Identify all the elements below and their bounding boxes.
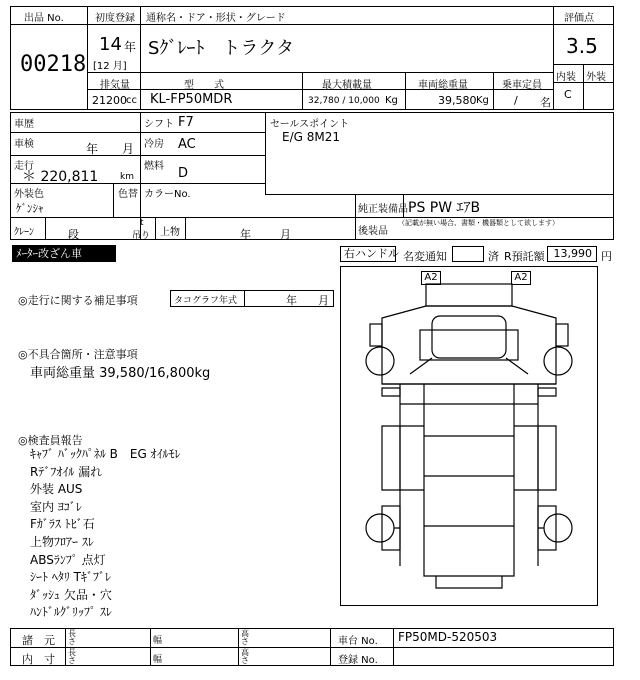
upper-label: 上物	[160, 227, 180, 238]
inspector-item: 上物ﾌﾛｱｰ ｽﾚ	[30, 534, 94, 549]
inspector-item: ｷｬﾌﾞ ﾊﾞｯｸﾊﾟﾈﾙ B EG ｵｲﾙﾓﾚ	[30, 447, 181, 461]
recycle-fee-label: R預託額	[504, 250, 545, 263]
rating: 3.5	[566, 34, 598, 58]
first-reg-month: [12 月]	[93, 61, 127, 72]
sales-point-label: セールスポイント	[270, 119, 350, 130]
damage-mark-a2-left	[421, 271, 441, 285]
inspector-item: ｼｰﾄ ﾍﾀﾘ Tｷﾞﾌﾞﾚ	[30, 570, 111, 585]
defect-line: 車両総重量 39,580/16,800kg	[30, 366, 211, 381]
yen-unit: 円	[601, 250, 612, 263]
ac-value: AC	[178, 137, 196, 152]
rating-label: 評価点	[564, 13, 594, 24]
max-load: 32,780 / 10,000	[308, 96, 380, 106]
gvw: 39,580	[438, 94, 477, 107]
fuel-value: D	[178, 166, 189, 181]
inspector-item: ﾊﾝﾄﾞﾙｸﾞﾘｯﾌﾟ ｽﾚ	[30, 605, 112, 620]
inspection-label: 車検	[14, 139, 34, 150]
inner-label: 内 寸	[22, 653, 55, 666]
first-reg-label: 初度登録	[95, 13, 135, 24]
recycle-fee: 13,990	[553, 247, 592, 260]
max-load-unit: Kg	[385, 95, 398, 106]
exterior-color: ｹﾞﾝｼｬ	[16, 202, 44, 215]
aftermarket-label: 後装品	[358, 226, 388, 237]
damage-mark-a2-right	[511, 271, 531, 285]
displacement: 21200	[92, 94, 127, 107]
height-label-inner: 高さ	[241, 648, 249, 665]
inspector-item: ABSﾗﾝﾌﾟ 点灯	[30, 552, 106, 567]
capacity-unit: 名	[540, 96, 551, 109]
displacement-unit: cc	[126, 95, 137, 106]
right-handle-text: 右ハンドル	[344, 247, 399, 260]
lot-no-label: 出品 No.	[24, 13, 64, 24]
damage-mark-text: A2	[424, 272, 438, 283]
right-mirror	[556, 324, 568, 346]
cab-roof-outline	[426, 284, 512, 306]
windshield-outline	[432, 316, 506, 358]
chassis-no-label: 車台 No.	[338, 636, 378, 647]
left-mirror	[370, 324, 382, 346]
inspector-item: Rﾃﾞﾌｵｲﾙ 漏れ	[30, 464, 103, 479]
upper-month-unit: 月	[280, 228, 291, 241]
front-right-wheel	[544, 347, 572, 375]
max-load-label: 最大積載量	[322, 80, 372, 91]
genuine-equip-label: 純正装備品	[358, 204, 408, 215]
crane-lift-unit: 吊り	[132, 231, 151, 241]
interior-label: 内装	[556, 72, 576, 83]
crane-ton-unit: t	[140, 218, 144, 228]
capacity: /	[514, 94, 518, 107]
genuine-equip: PS PW ｴｱB	[408, 200, 481, 216]
inspector-item: Fｶﾞﾗｽ ﾄﾋﾞ石	[30, 517, 95, 532]
reg-no-label: 登録 No.	[338, 655, 378, 666]
inspection-year-unit: 年	[86, 142, 99, 156]
mileage-unit: km	[120, 172, 134, 182]
model-code: KL-FP50MDR	[150, 92, 233, 107]
inspector-item: 室内 ﾖｺﾞﾚ	[30, 499, 82, 514]
first-reg-year: 14	[99, 34, 122, 55]
length-label: 長さ	[68, 629, 76, 646]
driving-notes-label: ◎走行に関する補足事項	[18, 294, 138, 307]
name-change-box	[452, 246, 484, 262]
model-desc: Sｸﾞﾚｰﾄ トラクタ	[148, 38, 295, 59]
rear-bumper	[436, 576, 502, 588]
capacity-label: 乗車定員	[502, 80, 542, 91]
history-label: 車歴	[14, 119, 34, 130]
meter-tamper-badge	[12, 245, 116, 262]
interior-grade: C	[564, 88, 572, 101]
aftermarket-note: （記載が無い場合、書類・機器類として欲します）	[398, 219, 559, 227]
defects-label: ◎不具合箇所・注意事項	[18, 348, 138, 361]
inspection-month-unit: 月	[122, 142, 135, 156]
first-reg-year-unit: 年	[124, 40, 137, 54]
recycle-fee-box	[547, 246, 597, 262]
tachograph-label: タコグラフ年式	[174, 296, 238, 306]
damage-mark-text: A2	[514, 272, 528, 283]
width-label: 幅	[153, 636, 163, 646]
fuel-label: 燃料	[144, 161, 164, 172]
right-handle-badge	[340, 246, 399, 262]
shift-label: シフト	[144, 119, 174, 130]
rear-left-wheel	[366, 514, 394, 542]
deck-outline	[424, 384, 514, 576]
crane-stage-unit: 段	[68, 228, 79, 241]
inspector-list	[30, 446, 181, 622]
color-no-label: 色替	[118, 189, 138, 200]
cab-body-outline	[382, 306, 556, 384]
displacement-label: 排気量	[100, 80, 130, 91]
length-label-inner: 長さ	[68, 648, 76, 665]
mileage-label: 走行	[14, 161, 34, 172]
recycle-label: 済	[488, 250, 499, 263]
chassis-rails	[400, 384, 538, 566]
mileage-value: ＊ 220,811	[22, 169, 99, 185]
front-left-wheel	[366, 347, 394, 375]
height-label: 高さ	[241, 629, 249, 646]
model-label: 型 式	[184, 80, 224, 91]
exterior-label: 外装	[586, 72, 606, 83]
tacho-month-unit: 月	[318, 294, 329, 307]
width-label-inner: 幅	[153, 655, 163, 665]
dims-label: 諸 元	[22, 634, 55, 647]
sales-point: E/G 8M21	[282, 130, 340, 144]
meter-tamper-text: ﾒｰﾀｰ改ざん車	[16, 247, 82, 260]
inspector-label: ◎検査員報告	[18, 434, 83, 447]
name-change-label: 名変通知	[403, 250, 447, 263]
gvw-label: 車両総重量	[418, 80, 468, 91]
gvw-unit: Kg	[476, 95, 489, 106]
truck-diagram	[340, 266, 598, 606]
ac-label: 冷房	[144, 139, 164, 150]
chassis-no: FP50MD-520503	[398, 630, 498, 644]
upper-year-unit: 年	[240, 228, 251, 241]
tacho-year-unit: 年	[286, 294, 297, 307]
exterior-color-label: 外装色	[14, 189, 44, 200]
inspector-item: 外装 AUS	[30, 482, 83, 497]
shift-value: F7	[178, 115, 194, 130]
color-code-label: カラーNo.	[144, 189, 191, 200]
crane-label: ｸﾚｰﾝ	[14, 227, 34, 238]
inspector-item: ﾀﾞｯｼｭ 欠品・穴	[30, 587, 112, 602]
rear-right-wheel	[544, 514, 572, 542]
lot-no: 00218	[20, 52, 87, 77]
model-desc-label: 通称名・ドア・形状・グレード	[146, 13, 286, 24]
